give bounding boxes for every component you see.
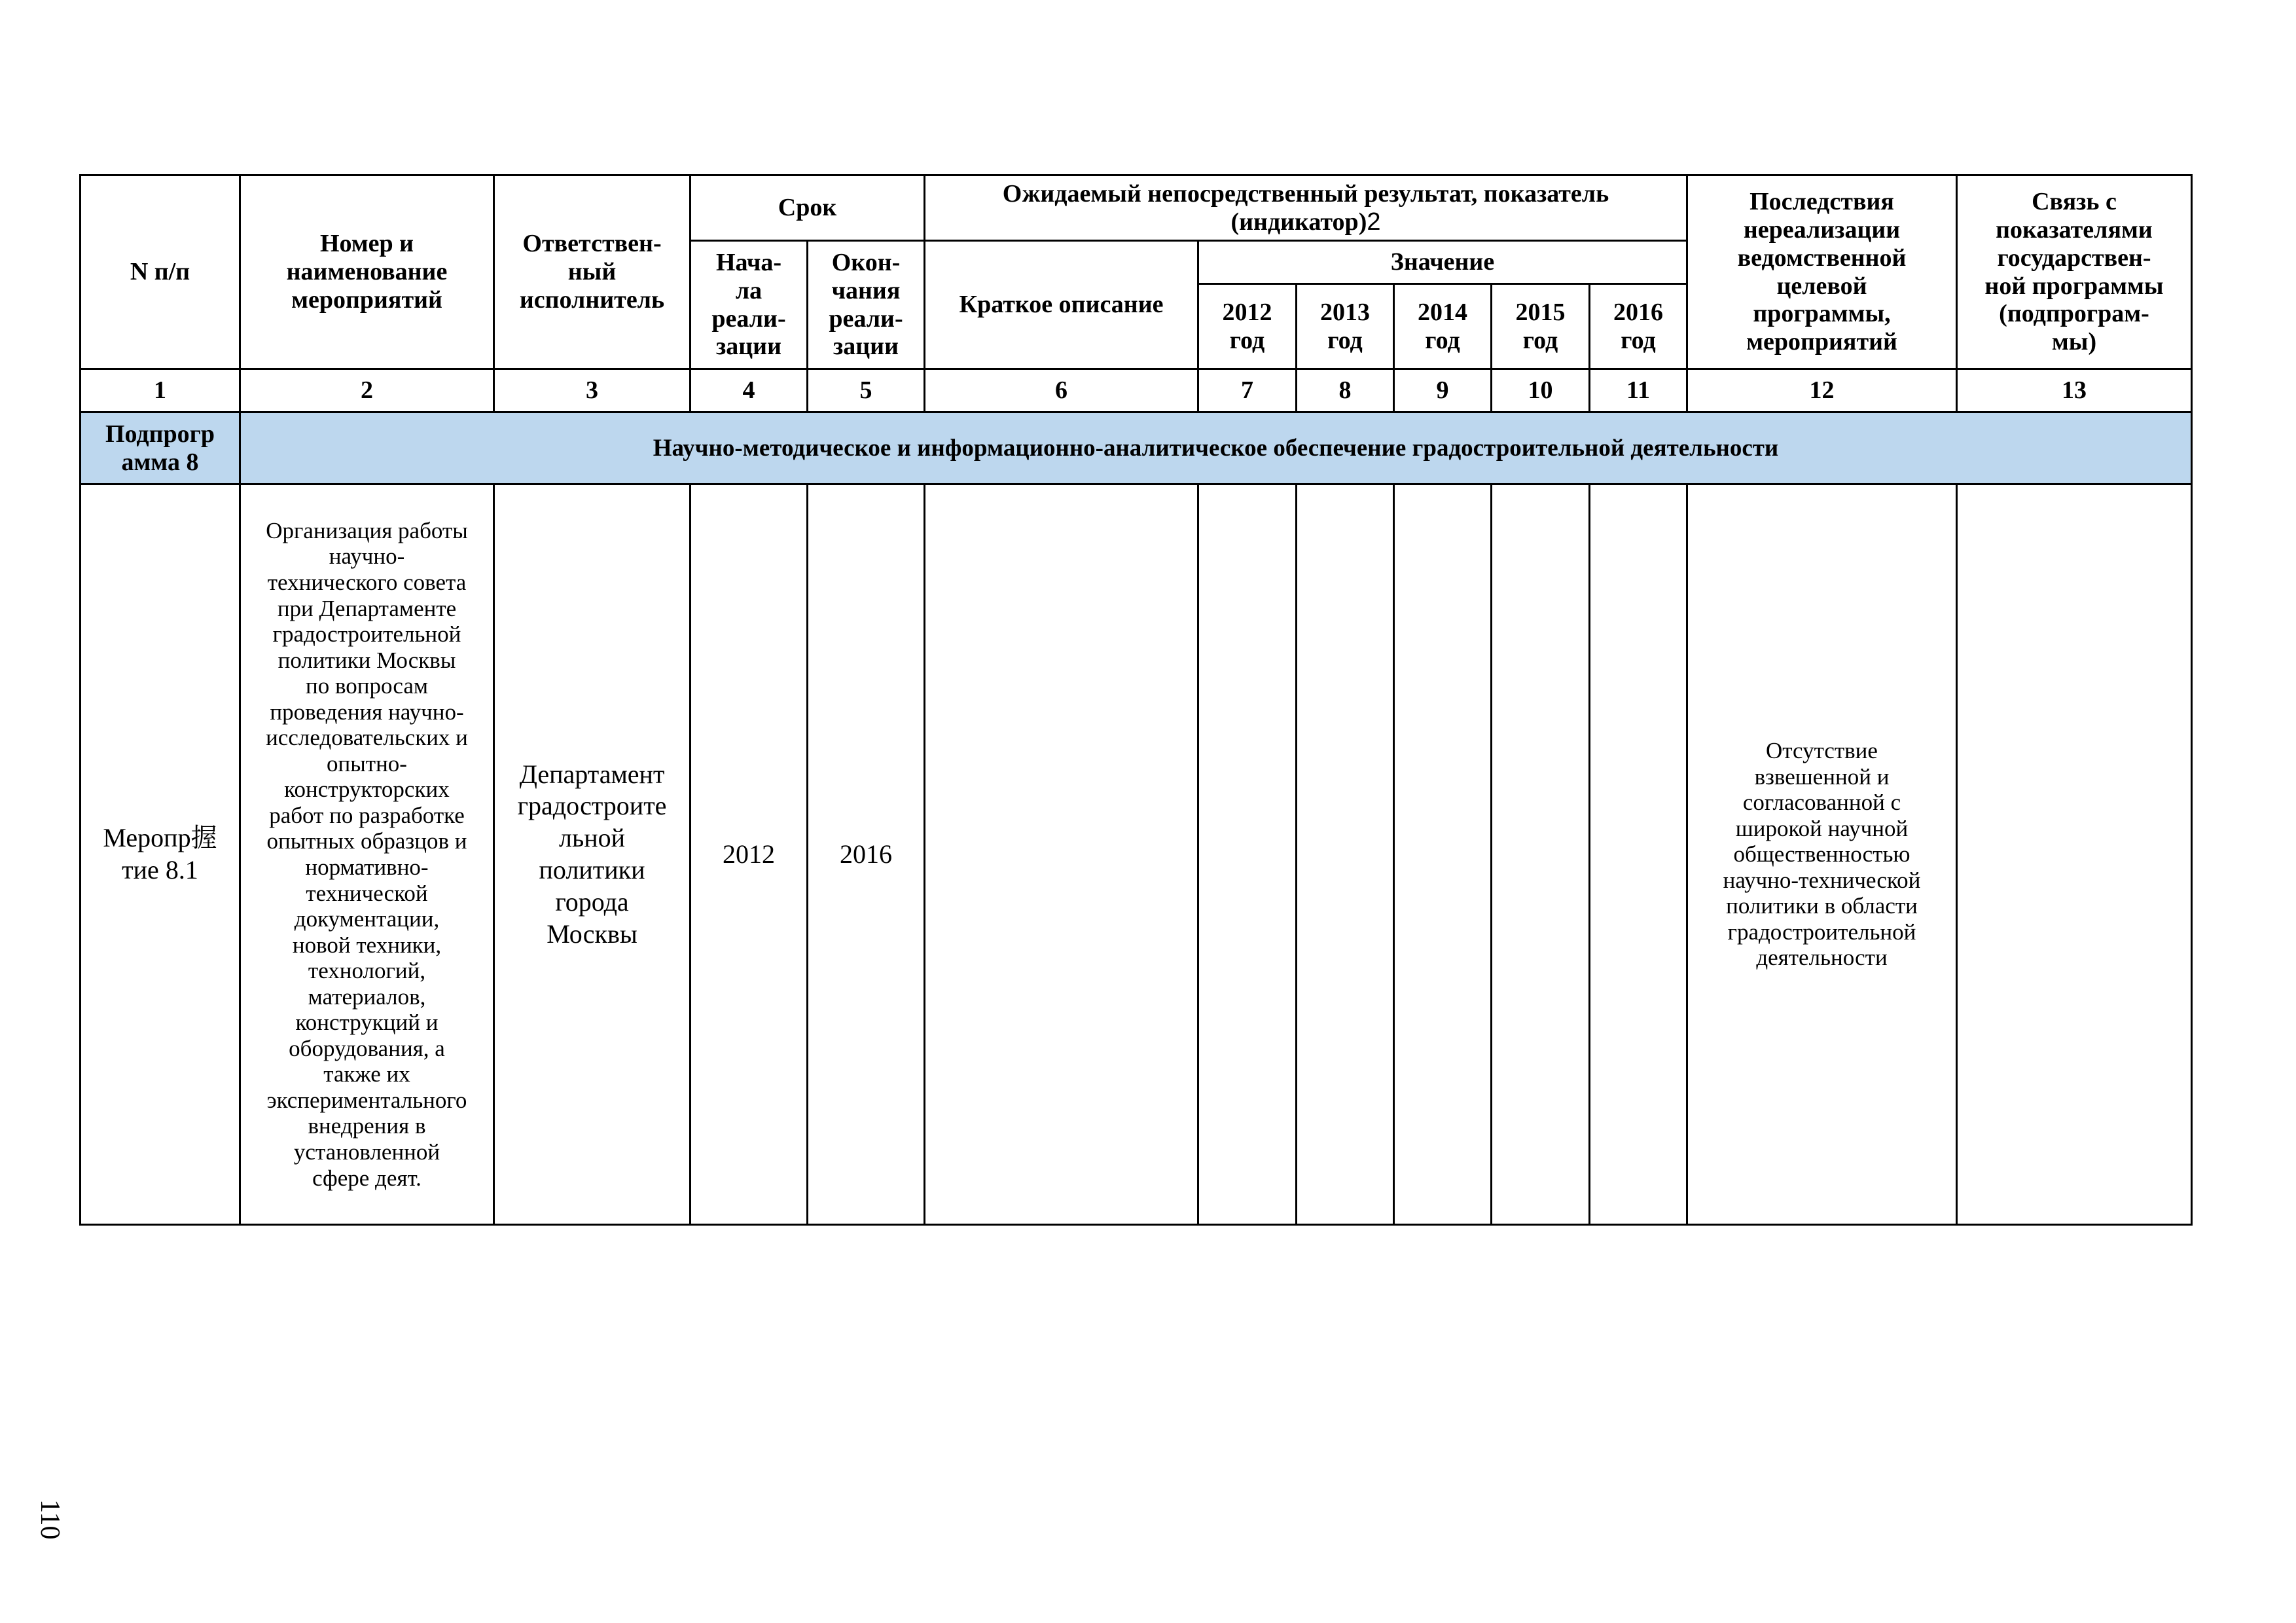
header-year-2012: 2012 год (1198, 284, 1297, 369)
header-row-1 (81, 175, 2192, 241)
column-number: 8 (1297, 369, 1394, 412)
measure-start-year: 2012 (691, 484, 808, 1225)
measure-description (925, 484, 1198, 1225)
measure-responsible: Департамент градостроите льной политики города Москвы (494, 484, 691, 1225)
header-start: Нача- ла реали- зации (691, 241, 808, 369)
column-number: 3 (494, 369, 691, 412)
measure-row (81, 484, 2192, 1225)
measure-value-2016 (1590, 484, 1687, 1225)
header-year-2015: 2015 год (1492, 284, 1590, 369)
header-consequences: Последствия нереализации ведомственной целевой программы, мероприятий (1687, 175, 1957, 369)
measures-table (79, 174, 2193, 1226)
header-value: Значение (1198, 241, 1687, 284)
column-number: 5 (808, 369, 925, 412)
result-footnote-mark: 2 (1367, 208, 1381, 236)
measure-value-2014 (1394, 484, 1492, 1225)
column-number: 12 (1687, 369, 1957, 412)
header-term: Срок (691, 175, 925, 241)
header-end: Окон- чания реали- зации (808, 241, 925, 369)
header-year-2016: 2016 год (1590, 284, 1687, 369)
column-number-row (81, 369, 2192, 412)
column-number: 9 (1394, 369, 1492, 412)
column-number: 11 (1590, 369, 1687, 412)
measure-name: Организация работы научно- технического совета при Департаменте градостроительной политики Москвы по вопросам проведения научно- исследовательских и опытно- конструкторских работ по разработке опытных образцов и нормативно- технической документации, новой техники, технологий, материалов, конструкций и оборудования, а также их экспериментального внедрения в установленной сфере деят. (240, 484, 494, 1225)
column-number: 13 (1957, 369, 2192, 412)
measure-value-2015 (1492, 484, 1590, 1225)
subprogram-label: Подпрогр амма 8 (81, 412, 240, 484)
header-description: Краткое описание (925, 241, 1198, 369)
column-number: 7 (1198, 369, 1297, 412)
header-name: Номер и наименование мероприятий (240, 175, 494, 369)
header-year-2013: 2013 год (1297, 284, 1394, 369)
page-number: 110 (35, 1499, 65, 1540)
header-num: N п/п (81, 175, 240, 369)
subprogram-row (81, 412, 2192, 484)
column-number: 6 (925, 369, 1198, 412)
header-link: Связь с показателями государствен- ной программы (подпрограм- мы) (1957, 175, 2192, 369)
header-responsible: Ответствен- ный исполнитель (494, 175, 691, 369)
measure-number: Меропр握 тие 8.1 (81, 484, 240, 1225)
column-number: 1 (81, 369, 240, 412)
column-number: 10 (1492, 369, 1590, 412)
header-year-2014: 2014 год (1394, 284, 1492, 369)
measure-value-2013 (1297, 484, 1394, 1225)
header-result: Ожидаемый непосредственный результат, показатель (индикатор)2 (925, 175, 1687, 241)
subprogram-title: Научно-методическое и информационно-аналитическое обеспечение градостроительной деятельности (240, 412, 2192, 484)
column-number: 2 (240, 369, 494, 412)
measure-consequences: Отсутствие взвешенной и согласованной с широкой научной общественностью научно-технической политики в области градостроительной деятельности (1687, 484, 1957, 1225)
measure-end-year: 2016 (808, 484, 925, 1225)
measure-value-2012 (1198, 484, 1297, 1225)
measure-link (1957, 484, 2192, 1225)
column-number: 4 (691, 369, 808, 412)
